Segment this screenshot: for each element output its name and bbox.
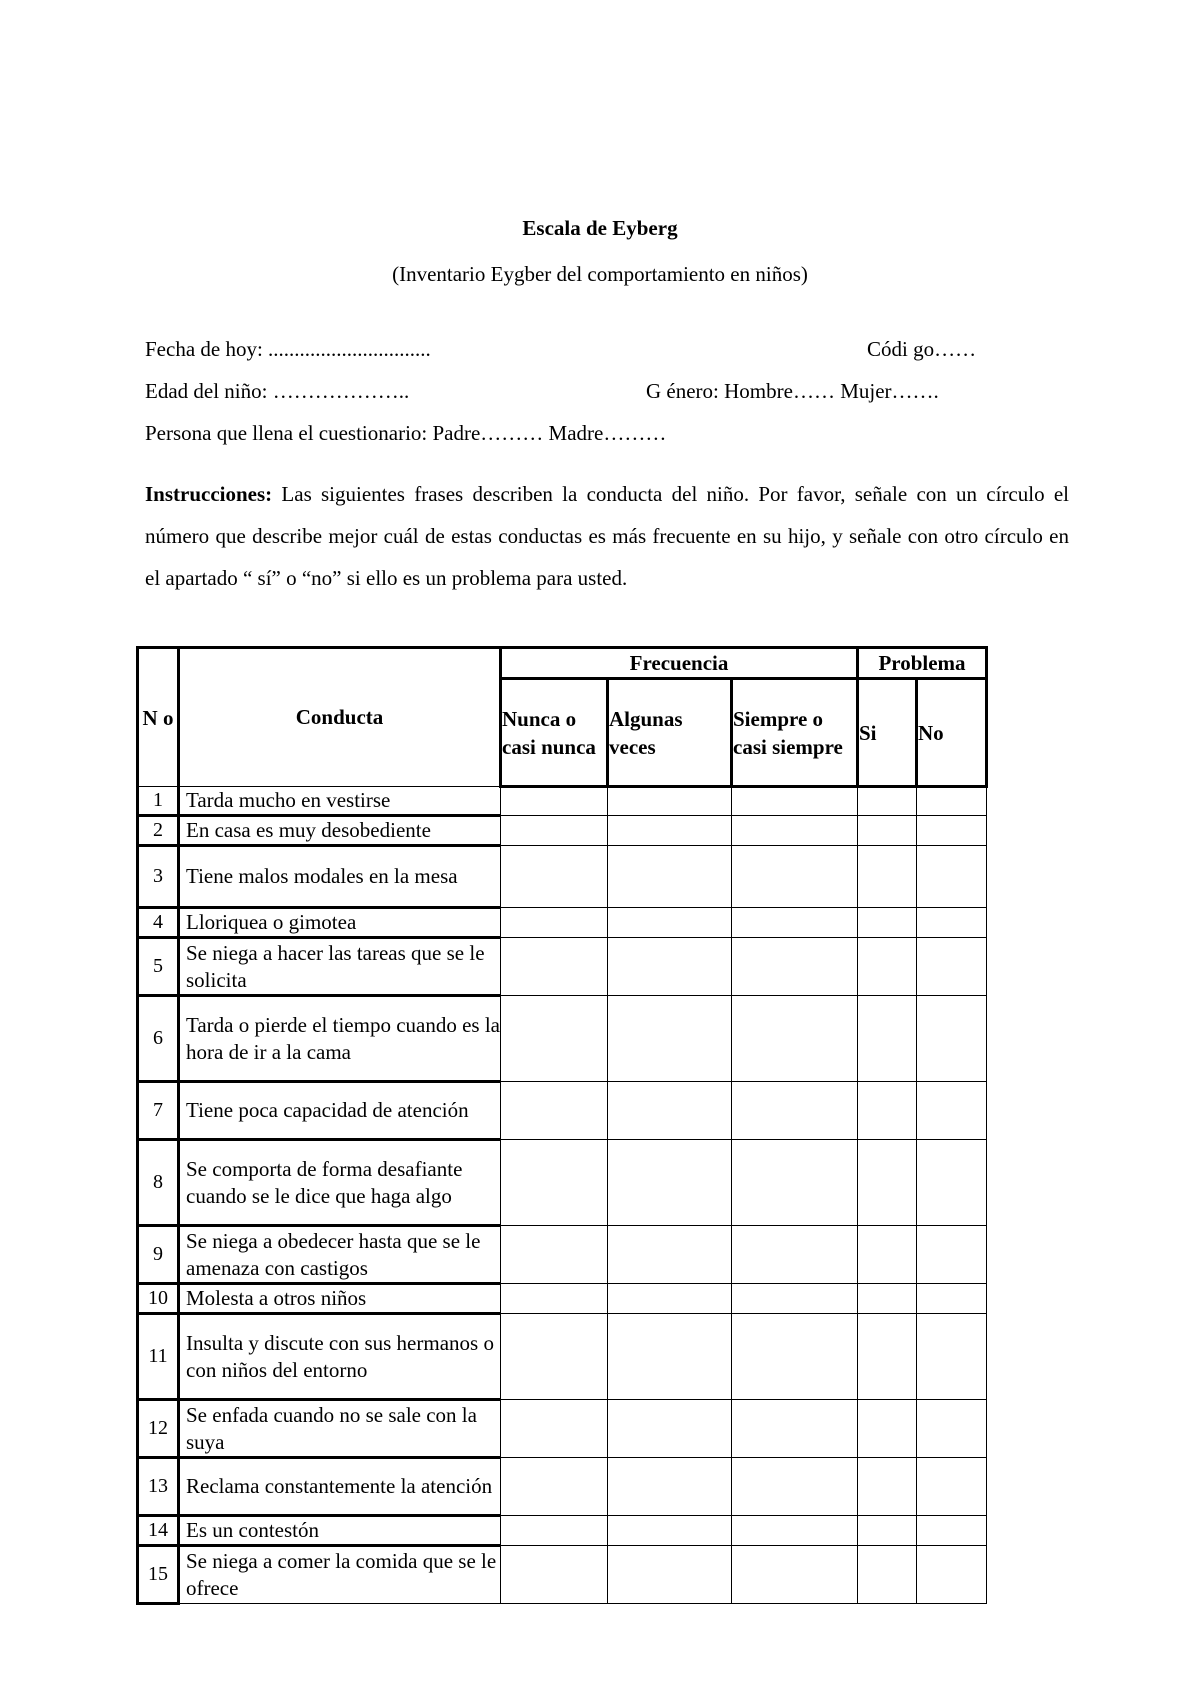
header-frecuencia: Frecuencia: [501, 648, 858, 679]
header-conducta: Conducta: [179, 648, 501, 787]
table-row: [138, 846, 987, 908]
cell-no[interactable]: [917, 1226, 987, 1284]
cell-no[interactable]: [917, 1458, 987, 1516]
row-behavior: En casa es muy desobediente: [179, 816, 501, 846]
cell-no[interactable]: [917, 938, 987, 996]
row-number: 2: [138, 816, 179, 846]
row-behavior: Tarda mucho en vestirse: [179, 787, 501, 816]
cell-si[interactable]: [858, 787, 917, 816]
table-row: [138, 1226, 987, 1284]
table-body: [138, 787, 987, 1604]
table-row: [138, 1314, 987, 1400]
row-behavior: Se niega a obedecer hasta que se le amenaza con castigos: [179, 1226, 501, 1284]
row-behavior: Insulta y discute con sus hermanos o con niños del entorno: [179, 1314, 501, 1400]
cell-algunas[interactable]: [608, 1314, 732, 1400]
cell-no[interactable]: [917, 816, 987, 846]
cell-algunas[interactable]: [608, 1082, 732, 1140]
cell-siempre[interactable]: [732, 1400, 858, 1458]
row-number: 14: [138, 1516, 179, 1546]
cell-siempre[interactable]: [732, 1458, 858, 1516]
cell-algunas[interactable]: [608, 996, 732, 1082]
cell-nunca[interactable]: [501, 1546, 608, 1604]
cell-nunca[interactable]: [501, 1314, 608, 1400]
cell-nunca[interactable]: [501, 816, 608, 846]
cell-si[interactable]: [858, 1140, 917, 1226]
fecha-field: Fecha de hoy: ...............................: [145, 337, 431, 361]
cell-algunas[interactable]: [608, 1400, 732, 1458]
row-number: 3: [138, 846, 179, 908]
cell-siempre[interactable]: [732, 996, 858, 1082]
table-row: [138, 1458, 987, 1516]
cell-siempre[interactable]: [732, 1082, 858, 1140]
header-nunca: Nunca o casi nunca: [501, 679, 608, 787]
row-number: 5: [138, 938, 179, 996]
cell-algunas[interactable]: [608, 1546, 732, 1604]
table-row: [138, 1140, 987, 1226]
table-row: [138, 787, 987, 816]
row-number: 11: [138, 1314, 179, 1400]
row-number: 10: [138, 1284, 179, 1314]
cell-siempre[interactable]: [732, 787, 858, 816]
table-row: [138, 816, 987, 846]
row-behavior: Se niega a hacer las tareas que se le solicita: [179, 938, 501, 996]
row-behavior: Tarda o pierde el tiempo cuando es la hora de ir a la cama: [179, 996, 501, 1082]
cell-siempre[interactable]: [732, 908, 858, 938]
cell-siempre[interactable]: [732, 1546, 858, 1604]
row-behavior: Se comporta de forma desafiante cuando se le dice que haga algo: [179, 1140, 501, 1226]
codigo-field: Códi go……: [867, 337, 977, 361]
cell-si[interactable]: [858, 908, 917, 938]
row-behavior: Es un contestón: [179, 1516, 501, 1546]
cell-siempre[interactable]: [732, 1314, 858, 1400]
behavior-table: [136, 646, 988, 1605]
cell-si[interactable]: [858, 938, 917, 996]
table-row: [138, 1284, 987, 1314]
cell-nunca[interactable]: [501, 908, 608, 938]
row-behavior: Lloriquea o gimotea: [179, 908, 501, 938]
cell-nunca[interactable]: [501, 787, 608, 816]
cell-algunas[interactable]: [608, 1458, 732, 1516]
cell-no[interactable]: [917, 908, 987, 938]
row-number: 15: [138, 1546, 179, 1604]
document-subtitle: (Inventario Eygber del comportamiento en niños): [392, 262, 808, 286]
cell-siempre[interactable]: [732, 1140, 858, 1226]
cell-no[interactable]: [917, 846, 987, 908]
edad-field: Edad del niño: ………………..: [145, 379, 410, 403]
row-number: 1: [138, 787, 179, 816]
cell-no[interactable]: [917, 1400, 987, 1458]
row-number: 7: [138, 1082, 179, 1140]
table-row: [138, 1082, 987, 1140]
cell-algunas[interactable]: [608, 908, 732, 938]
cell-si[interactable]: [858, 1546, 917, 1604]
cell-no[interactable]: [917, 1082, 987, 1140]
cell-nunca[interactable]: [501, 1082, 608, 1140]
cell-si[interactable]: [858, 996, 917, 1082]
cell-algunas[interactable]: [608, 816, 732, 846]
cell-siempre[interactable]: [732, 846, 858, 908]
persona-field: Persona que llena el cuestionario: Padre……… Madre………: [145, 421, 667, 445]
header-no-col: No: [917, 679, 987, 787]
cell-siempre[interactable]: [732, 1226, 858, 1284]
cell-siempre[interactable]: [732, 1284, 858, 1314]
cell-siempre[interactable]: [732, 816, 858, 846]
table-row: [138, 1516, 987, 1546]
cell-algunas[interactable]: [608, 938, 732, 996]
header-si: Si: [858, 679, 917, 787]
cell-si[interactable]: [858, 1516, 917, 1546]
row-number: 8: [138, 1140, 179, 1226]
cell-no[interactable]: [917, 1314, 987, 1400]
row-behavior: Se niega a comer la comida que se le ofrece: [179, 1546, 501, 1604]
table-row: [138, 1546, 987, 1604]
cell-no[interactable]: [917, 1546, 987, 1604]
row-behavior: Reclama constantemente la atención: [179, 1458, 501, 1516]
cell-no[interactable]: [917, 1284, 987, 1314]
cell-si[interactable]: [858, 1400, 917, 1458]
cell-no[interactable]: [917, 787, 987, 816]
cell-si[interactable]: [858, 846, 917, 908]
instructions-text: Las siguientes frases describen la conducta del niño. Por favor, señale con un círculo el número que describe mejor cuál de estas conductas es más frecuente en su hijo, y señale con otro círculo en el apartado “ sí” o “no” si ello es un problema para usted.: [145, 482, 1069, 590]
cell-nunca[interactable]: [501, 1226, 608, 1284]
cell-algunas[interactable]: [608, 846, 732, 908]
cell-nunca[interactable]: [501, 938, 608, 996]
table-row: [138, 996, 987, 1082]
row-behavior: Tiene poca capacidad de atención: [179, 1082, 501, 1140]
cell-si[interactable]: [858, 816, 917, 846]
cell-algunas[interactable]: [608, 1516, 732, 1546]
row-number: 12: [138, 1400, 179, 1458]
row-number: 4: [138, 908, 179, 938]
cell-algunas[interactable]: [608, 1140, 732, 1226]
row-behavior: Molesta a otros niños: [179, 1284, 501, 1314]
instructions-paragraph: [145, 473, 1069, 599]
cell-nunca[interactable]: [501, 1458, 608, 1516]
genero-field: G énero: Hombre…… Mujer…….: [646, 379, 939, 403]
row-number: 6: [138, 996, 179, 1082]
cell-si[interactable]: [858, 1458, 917, 1516]
instructions-label: Instrucciones:: [145, 482, 273, 506]
cell-si[interactable]: [858, 1082, 917, 1140]
cell-no[interactable]: [917, 996, 987, 1082]
header-no: N o: [138, 648, 179, 787]
cell-nunca[interactable]: [501, 1516, 608, 1546]
cell-siempre[interactable]: [732, 938, 858, 996]
cell-nunca[interactable]: [501, 1140, 608, 1226]
header-problema: Problema: [858, 648, 987, 679]
document-title: Escala de Eyberg: [522, 216, 678, 240]
cell-nunca[interactable]: [501, 846, 608, 908]
table-row: [138, 1400, 987, 1458]
table-row: [138, 938, 987, 996]
cell-no[interactable]: [917, 1140, 987, 1226]
cell-nunca[interactable]: [501, 1400, 608, 1458]
row-behavior: Se enfada cuando no se sale con la suya: [179, 1400, 501, 1458]
table-row: [138, 908, 987, 938]
cell-si[interactable]: [858, 1314, 917, 1400]
row-number: 13: [138, 1458, 179, 1516]
cell-nunca[interactable]: [501, 1284, 608, 1314]
cell-siempre[interactable]: [732, 1516, 858, 1546]
cell-nunca[interactable]: [501, 996, 608, 1082]
cell-algunas[interactable]: [608, 787, 732, 816]
header-siempre: Siempre o casi siempre: [732, 679, 858, 787]
cell-algunas[interactable]: [608, 1226, 732, 1284]
cell-si[interactable]: [858, 1284, 917, 1314]
header-algunas: Algunas veces: [608, 679, 732, 787]
cell-si[interactable]: [858, 1226, 917, 1284]
cell-no[interactable]: [917, 1516, 987, 1546]
row-behavior: Tiene malos modales en la mesa: [179, 846, 501, 908]
cell-algunas[interactable]: [608, 1284, 732, 1314]
row-number: 9: [138, 1226, 179, 1284]
